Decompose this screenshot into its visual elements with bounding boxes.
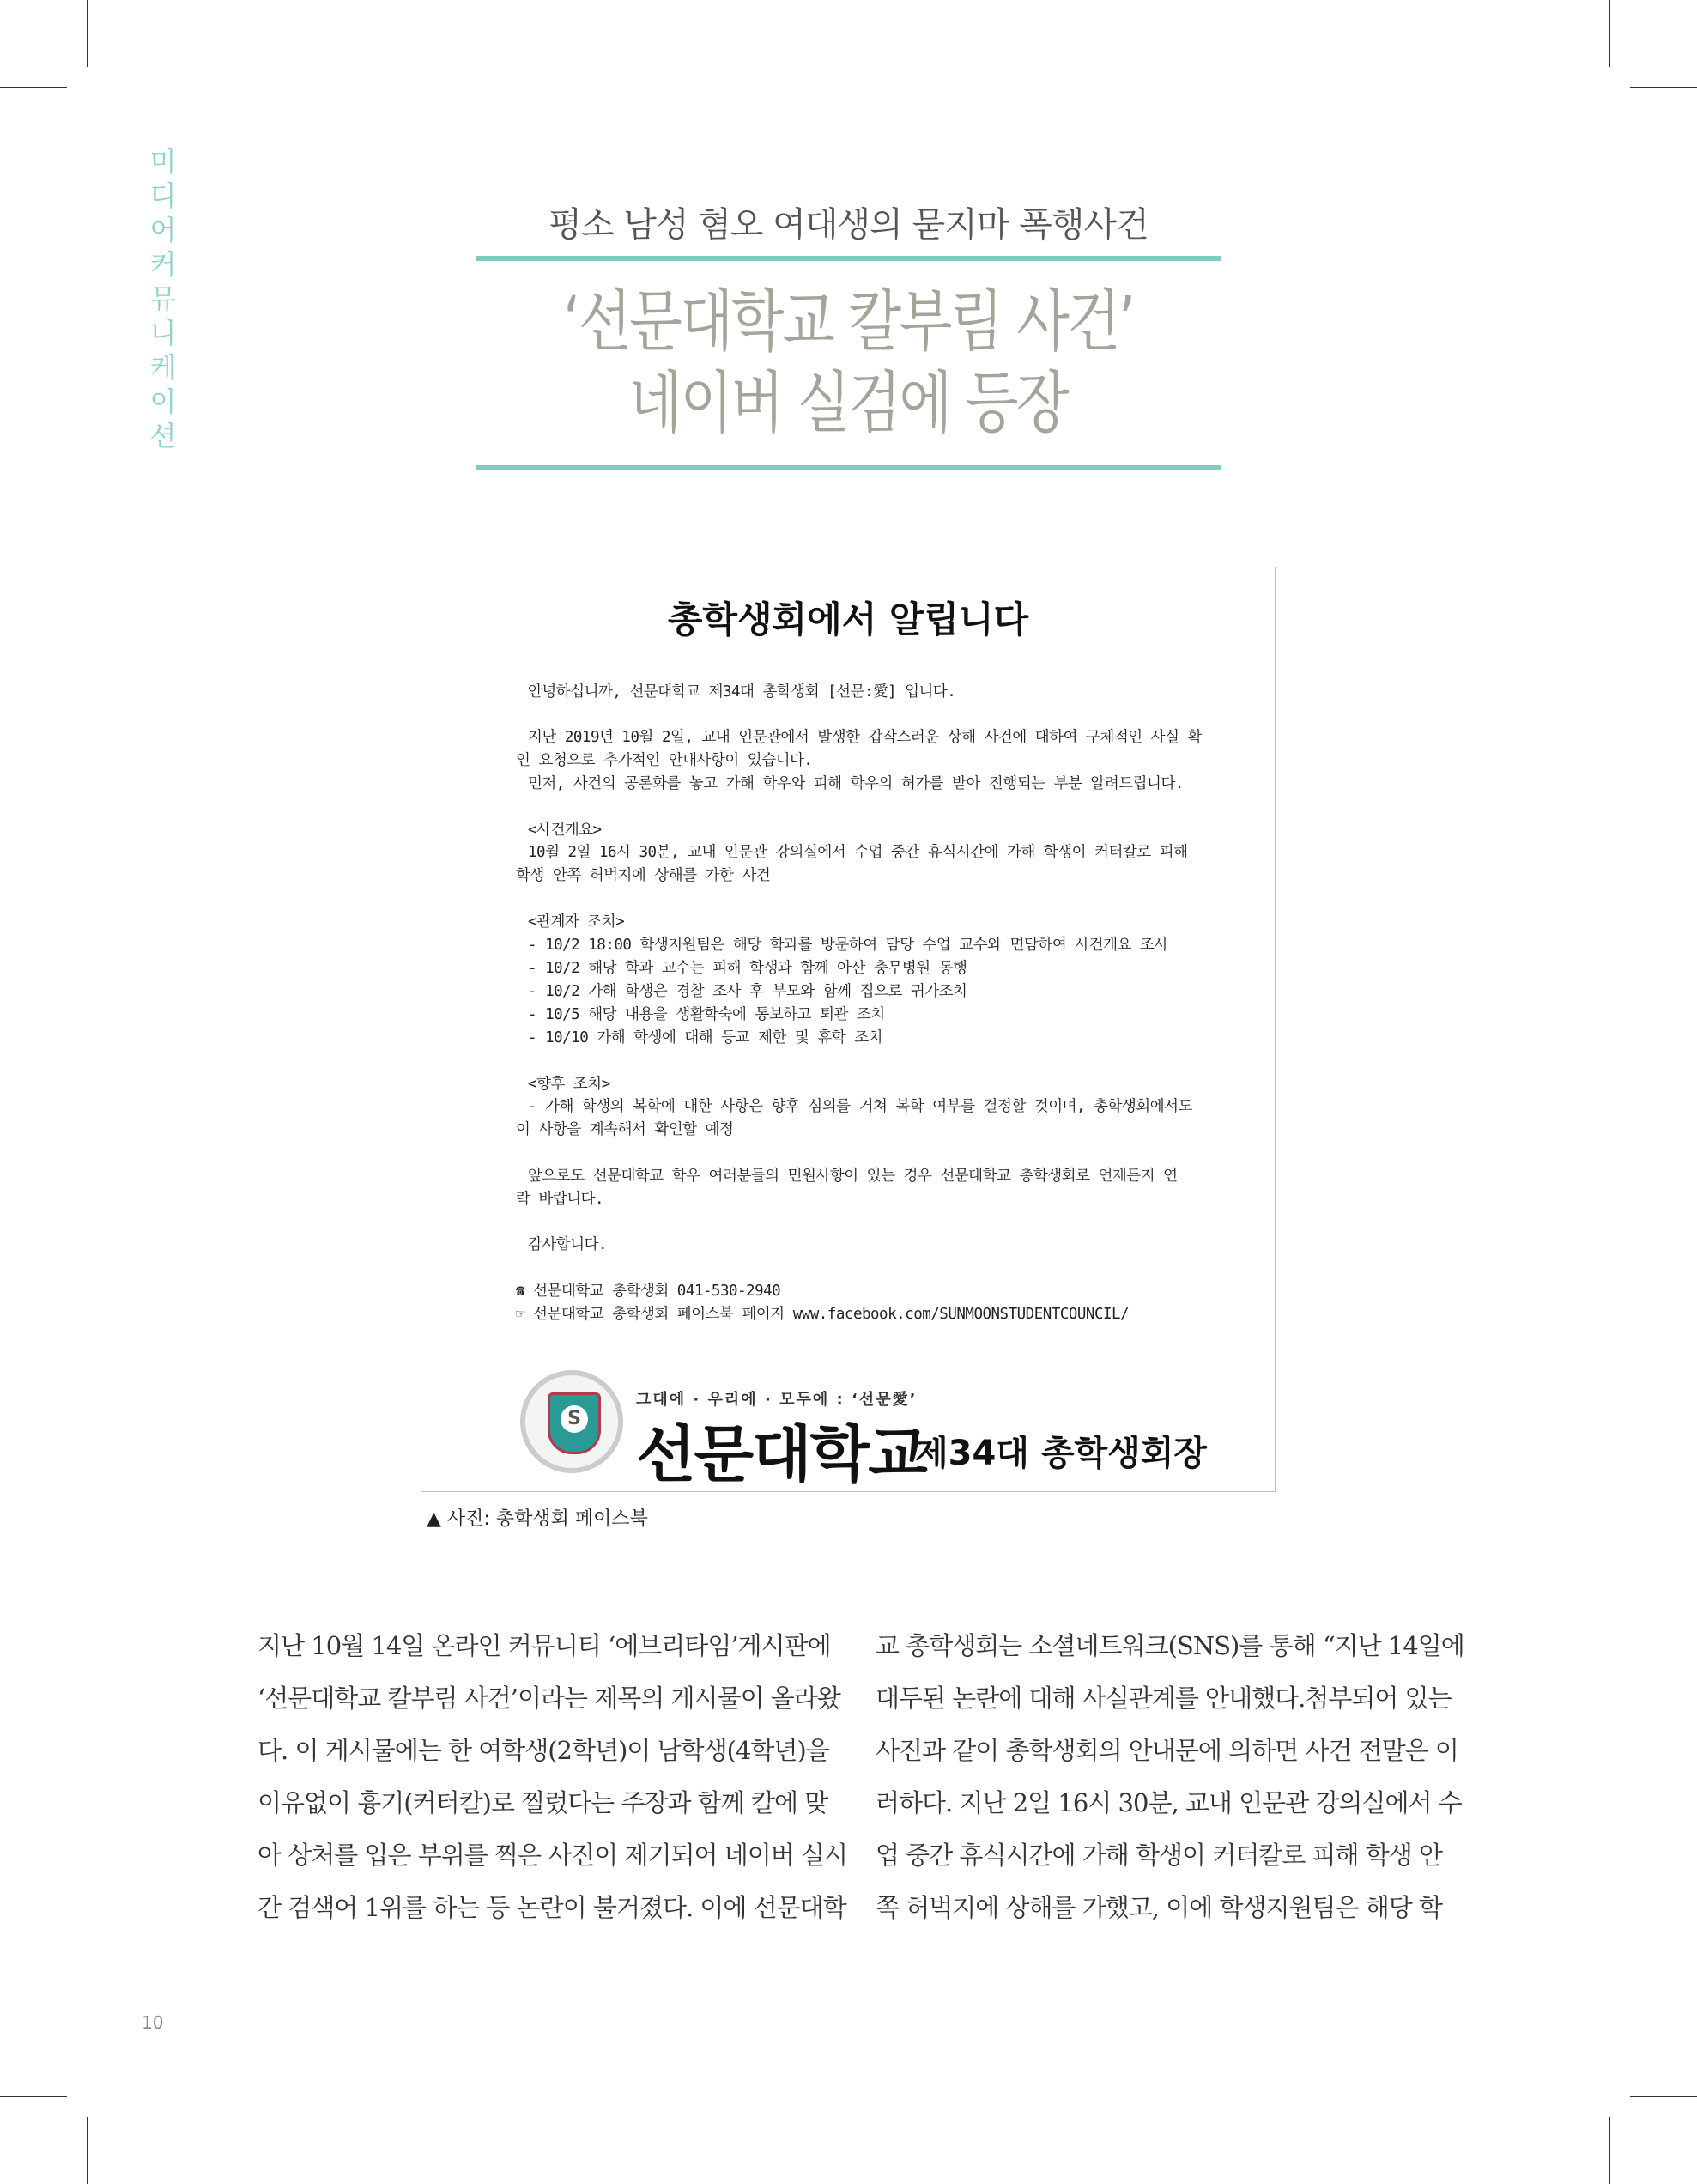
- section-label-char: 뮤: [149, 282, 177, 315]
- body-line: 대두된 논란에 대해 사실관계를 안내했다.첨부되어 있는: [876, 1684, 1452, 1713]
- section-label-char: 디: [149, 179, 177, 212]
- notice-line: 이 사항을 계속해서 확인할 예정: [516, 1121, 734, 1138]
- body-line: 아 상처를 입은 부위를 찍은 사진이 제기되어 네이버 실시: [258, 1841, 848, 1870]
- notice-line: - 10/2 해당 학과 교수는 피해 학생과 함께 아산 충무병원 동행: [528, 960, 967, 977]
- notice-contact-facebook: ☞ 선문대학교 총학생회 페이스북 페이지 www.facebook.com/SUNMOONSTUDENTCOUNCIL/: [516, 1306, 1130, 1323]
- body-line: 다. 이 게시물에는 한 여학생(2학년)이 남학생(4학년)을: [258, 1736, 829, 1765]
- page-number: 10: [142, 2012, 164, 2033]
- crop-mark: [87, 0, 88, 67]
- council-name: 제34대 총학생회장: [915, 1434, 1208, 1473]
- photo-caption: ▲ 사진: 총학생회 페이스북: [427, 1508, 648, 1530]
- title-text: 네이버 실검에 등장: [629, 365, 1068, 442]
- article-title-line-2: [0, 365, 1697, 442]
- divider: [476, 256, 1221, 261]
- body-line: 업 중간 휴식시간에 가해 학생이 커터칼로 피해 학생 안: [876, 1841, 1443, 1870]
- notice-line: 먼저, 사건의 공론화를 놓고 가해 학우와 피해 학우의 허가를 받아 진행되는 부분 알려드립니다.: [528, 775, 1184, 792]
- section-label-char: 어: [149, 214, 177, 246]
- section-label-char: 이: [149, 385, 177, 418]
- body-line: 교 총학생회는 소셜네트워크(SNS)를 통해 “지난 14일에: [876, 1631, 1464, 1660]
- notice-line: 인 요청으로 추가적인 안내사항이 있습니다.: [516, 752, 813, 769]
- body-line: 지난 10월 14일 온라인 커뮤니티 ‘에브리타임’게시판에: [258, 1631, 831, 1660]
- notice-title: 총학생회에서 알립니다: [667, 598, 1029, 640]
- section-label-char: 커: [149, 248, 177, 281]
- shield-icon: [548, 1392, 601, 1454]
- notice-line: - 10/2 18:00 학생지원팀은 해당 학과를 방문하여 담당 수업 교수와 면담하여 사건개요 조사: [528, 937, 1168, 954]
- body-line: 간 검색어 1위를 하는 등 논란이 불거졌다. 이에 선문대학: [258, 1893, 846, 1922]
- section-label-char: 션: [149, 420, 177, 452]
- crop-mark: [1630, 87, 1697, 88]
- notice-line: - 10/10 가해 학생에 대해 등교 제한 및 휴학 조치: [528, 1029, 883, 1046]
- notice-line: 감사합니다.: [528, 1236, 608, 1253]
- university-name: 선문대학교: [636, 1418, 926, 1490]
- crop-mark: [0, 87, 67, 88]
- notice-line: 앞으로도 선문대학교 학우 여러분들의 민원사항이 있는 경우 선문대학교 총학생회로 언제든지 연: [528, 1168, 1178, 1185]
- notice-line: 10월 2일 16시 30분, 교내 인문관 강의실에서 수업 중간 휴식시간에 가해 학생이 커터칼로 피해: [528, 844, 1188, 861]
- notice-line: 락 바랍니다.: [516, 1191, 604, 1208]
- notice-image: [421, 567, 1276, 1492]
- title-text: ‘선문대학교 칼부림 사건’: [563, 283, 1134, 361]
- notice-line: 학생 안쪽 허벅지에 상해를 가한 사건: [516, 867, 771, 884]
- body-column-left: [258, 1627, 848, 1941]
- crop-mark: [87, 2117, 88, 2184]
- body-line: ‘선문대학교 칼부림 사건’이라는 제목의 게시물이 올라왔: [258, 1684, 840, 1713]
- body-line: 이유없이 흉기(커터칼)로 찔렀다는 주장과 함께 칼에 맞: [258, 1788, 828, 1817]
- article-title-line-1: [0, 283, 1697, 361]
- notice-line: <관계자 조치>: [528, 913, 625, 931]
- notice-line: <사건개요>: [528, 822, 602, 839]
- crop-mark: [0, 2096, 67, 2097]
- notice-line: 지난 2019년 10월 2일, 교내 인문관에서 발생한 갑작스러운 상해 사건에 대하여 구체적인 사실 확: [528, 729, 1202, 746]
- body-line: 사진과 같이 총학생회의 안내문에 의하면 사건 전말은 이: [876, 1736, 1458, 1765]
- section-label-char: 미: [149, 145, 177, 178]
- university-emblem: [520, 1370, 623, 1473]
- body-column-right: [876, 1627, 1464, 1941]
- crop-mark: [1609, 2117, 1610, 2184]
- body-line: 쪽 허벅지에 상해를 가했고, 이에 학생지원팀은 해당 학: [876, 1893, 1443, 1922]
- crop-mark: [1609, 0, 1610, 67]
- notice-line: - 10/2 가해 학생은 경찰 조사 후 부모와 함께 집으로 귀가조치: [528, 983, 967, 1000]
- divider: [476, 465, 1221, 470]
- notice-contact-phone: ☎ 선문대학교 총학생회 041-530-2940: [516, 1283, 781, 1300]
- body-line: 러하다. 지난 2일 16시 30분, 교내 인문관 강의실에서 수: [876, 1788, 1462, 1817]
- section-label-char: 케: [149, 351, 177, 384]
- notice-line: <향후 조치>: [528, 1076, 610, 1093]
- article-subtitle: 평소 남성 혐오 여대생의 묻지마 폭행사건: [548, 205, 1149, 245]
- notice-line: 안녕하십니까, 선문대학교 제34대 총학생회 [선문:愛] 입니다.: [528, 683, 956, 701]
- slogan: 그대에 · 우리에 · 모두에 : ‘선문愛’: [636, 1391, 918, 1409]
- notice-line: - 10/5 해당 내용을 생활학숙에 통보하고 퇴관 조치: [528, 1006, 885, 1023]
- crop-mark: [1630, 2096, 1697, 2097]
- notice-line: - 가해 학생의 복학에 대한 사항은 향후 심의를 거쳐 복학 여부를 결정할 것이며, 총학생회에서도: [528, 1098, 1192, 1115]
- section-label-char: 니: [149, 317, 177, 349]
